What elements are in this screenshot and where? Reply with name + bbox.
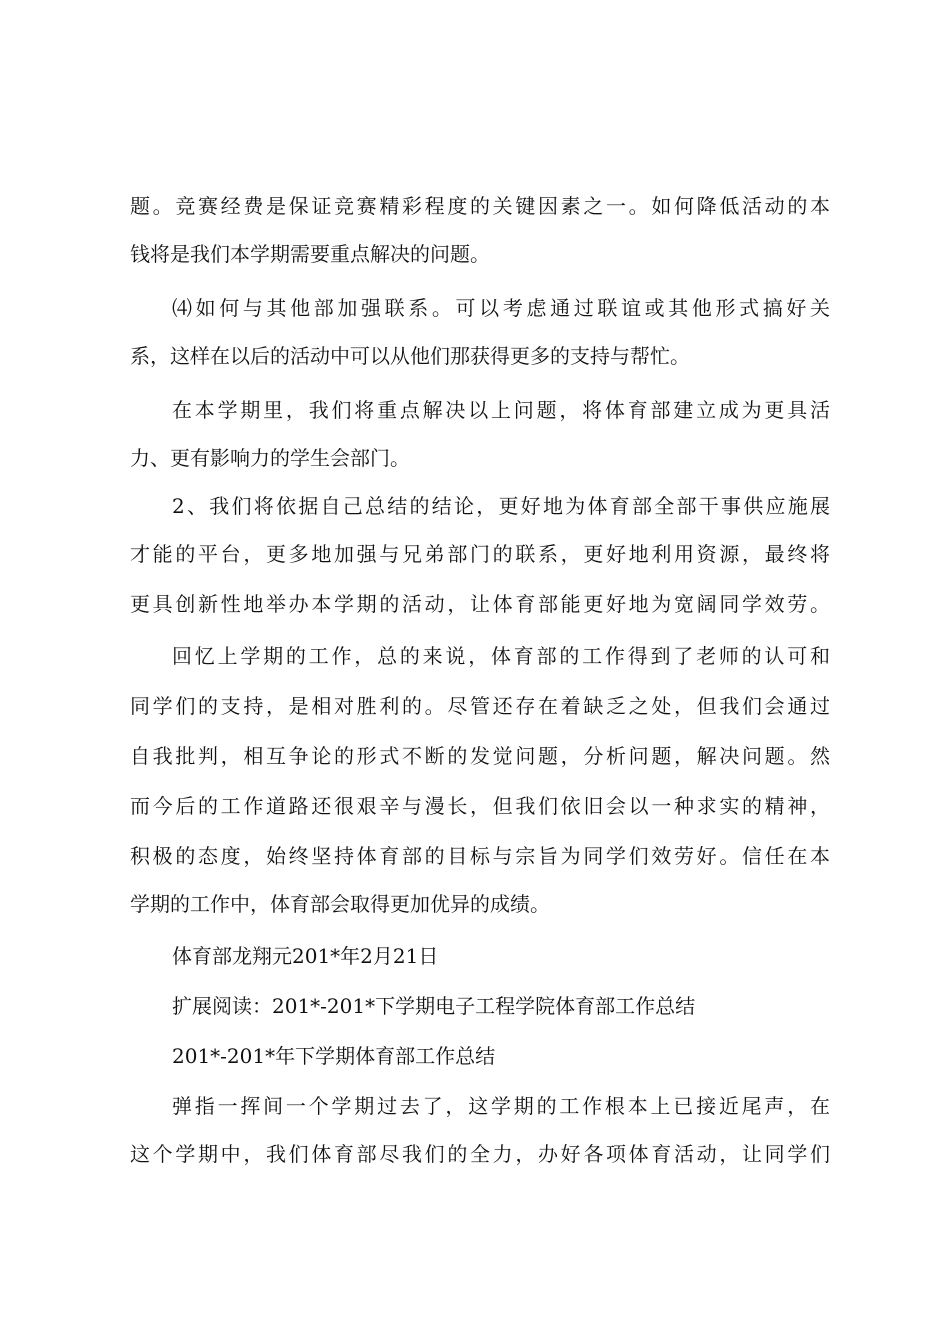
text-line: 这个学期中，我们体育部尽我们的全力，办好各项体育活动，让同学们 [130,1142,830,1166]
text-line: 同学们的支持，是相对胜利的。尽管还存在着缺乏之处，但我们会通过 [130,694,830,718]
text-line: 钱将是我们本学期需要重点解决的问题。 [130,242,490,266]
section-title: 201*-201*年下学期体育部工作总结 [172,1044,496,1068]
text-line: 弹指一挥间一个学期过去了，这学期的工作根本上已接近尾声，在 [172,1094,830,1118]
text-line: 题。竞赛经费是保证竞赛精彩程度的关键因素之一。如何降低活动的本 [130,194,830,218]
text-line: 才能的平台，更多地加强与兄弟部门的联系，更好地利用资源，最终将 [130,542,830,566]
text-line: 系，这样在以后的活动中可以从他们那获得更多的支持与帮忙。 [130,344,690,368]
text-line: 自我批判，相互争论的形式不断的发觉问题，分析问题，解决问题。然 [130,744,830,768]
text-line: ⑷如何与其他部加强联系。可以考虑通过联谊或其他形式搞好关 [172,296,830,320]
text-line: 更具创新性地举办本学期的活动，让体育部能更好地为宽阔同学效劳。 [130,592,830,616]
text-line: 而今后的工作道路还很艰辛与漫长，但我们依旧会以一种求实的精神， [130,794,830,818]
text-line: 学期的工作中，体育部会取得更加优异的成绩。 [130,892,550,916]
text-line: 在本学期里，我们将重点解决以上问题，将体育部建立成为更具活 [172,398,830,422]
text-line: 力、更有影响力的学生会部门。 [130,446,410,470]
text-line: 2、我们将依据自己总结的结论，更好地为体育部全部干事供应施展 [172,494,830,518]
text-line: 积极的态度，始终坚持体育部的目标与宗旨为同学们效劳好。信任在本 [130,844,830,868]
extended-reading-line: 扩展阅读：201*-201*下学期电子工程学院体育部工作总结 [172,994,696,1018]
signature-line: 体育部龙翔元201*年2月21日 [172,944,439,968]
text-line: 回忆上学期的工作，总的来说，体育部的工作得到了老师的认可和 [172,644,830,668]
